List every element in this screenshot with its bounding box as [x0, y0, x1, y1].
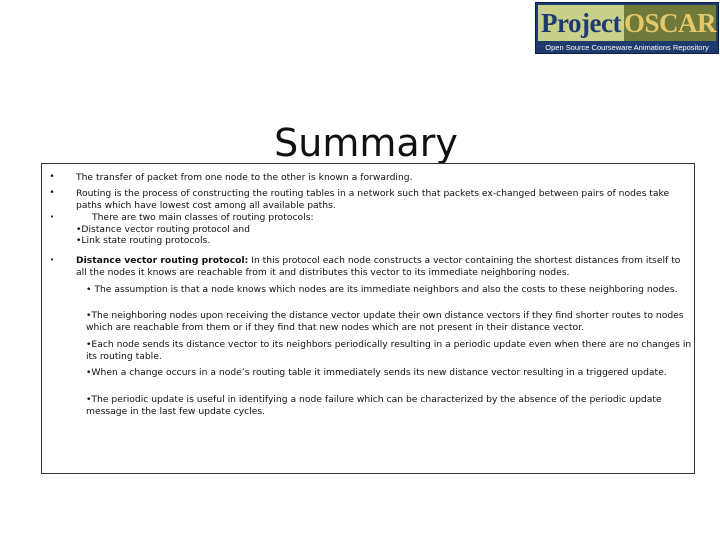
- dv-text: In this protocol each node constructs a vector containing the shortest distances from itself to all the nodes it knows are reachable from it and distributes this vector to its immediate neighboring nodes.: [76, 255, 681, 278]
- logo-word-project: Project: [538, 5, 624, 41]
- project-oscar-logo: [535, 2, 719, 54]
- slide-title: Summary: [274, 121, 458, 165]
- bullet-subitem: •Distance vector routing protocol and: [76, 223, 251, 235]
- logo-wordmark: [538, 5, 716, 41]
- bullet-text: Routing is the process of constructing the routing tables in a network such that packets ex-changed between pairs of nodes take paths which have lowest cost among all available paths.: [76, 188, 670, 211]
- bullet-text: There are two main classes of routing protocols:: [92, 212, 314, 223]
- bullet-protocol-classes: [49, 212, 688, 247]
- logo-subtitle: Open Source Courseware Animations Repository: [545, 43, 709, 52]
- bullet-subitem: •Link state routing protocols.: [76, 235, 211, 246]
- dv-point: • The assumption is that a node knows which nodes are its immediate neighbors and also the costs to these neighboring nodes.: [86, 284, 678, 295]
- bullet-dot: •: [49, 256, 55, 264]
- bullet-distance-vector: [49, 255, 688, 278]
- content-box: [41, 163, 695, 474]
- logo-word-oscar: OSCAR: [624, 5, 716, 41]
- dv-heading: Distance vector routing protocol:: [76, 255, 249, 266]
- bullet-dot: •: [49, 213, 55, 221]
- bullet-forwarding: [49, 172, 688, 184]
- bullet-text: The transfer of packet from one node to the other is known a forwarding.: [76, 172, 413, 183]
- dv-point: •When a change occurs in a node’s routing table it immediately sends its new distance vector resulting in a triggered update.: [86, 367, 667, 378]
- bullet-dot: •: [49, 172, 55, 182]
- dv-point: •The periodic update is useful in identifying a node failure which can be characterized by the absence of the periodic update message in the last few update cycles.: [86, 394, 662, 417]
- dv-point: •The neighboring nodes upon receiving the distance vector update their own distance vectors if they find shorter routes to nodes which are reachable from them or if they find that new nodes which are not present in their distance vector.: [86, 310, 684, 333]
- bullet-dot: •: [49, 188, 55, 198]
- bullet-routing: [49, 188, 688, 211]
- dv-point: •Each node sends its distance vector to its neighbors periodically resulting in a periodic update even when there are no changes in its routing table.: [86, 339, 692, 362]
